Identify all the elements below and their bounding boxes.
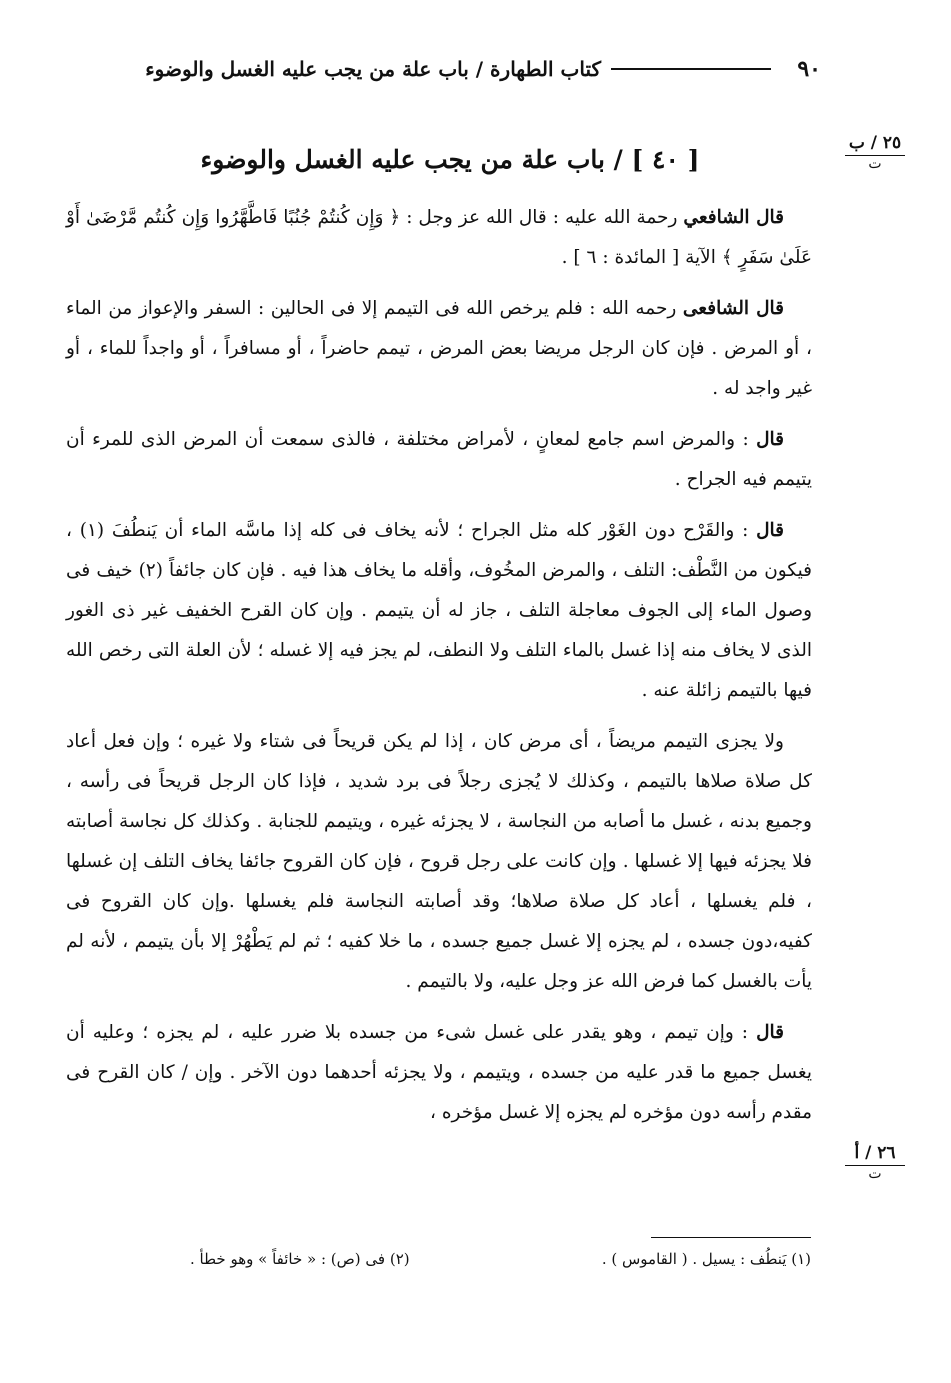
margin-note-siglum: ت [868,1166,882,1182]
paragraph [66,420,812,500]
paragraph [66,289,812,409]
speaker: قال الشافعي [683,207,784,228]
main-text [66,198,812,1144]
margin-note [845,133,905,172]
paragraph-text: : وإن تيمم ، وهو يقدر على غسل شىء من جسده بلا ضرر عليه ، لم يجزه ؛ وعليه أن يغسل جميع ما قدر عليه من جسده ، ويتيمم ، ولا يجزئه أحدهما دون الآخر . وإن / كان القرح فى مقدم رأسه دون مؤخره لم يجزه إلا غسل مؤخره ، [66,1022,812,1123]
page-number: ٩٠ [797,56,821,82]
running-title: كتاب الطهارة / باب علة من يجب عليه الغسل والوضوء [145,57,601,81]
speaker: قال [756,429,784,450]
paragraph [66,1013,812,1133]
paragraph [66,722,812,1002]
footnote: (٢) فى (ص) : « خائفاً » وهو خطأ . [190,1250,410,1268]
paragraph-text: : والقَرْح دون الغَوْر كله مثل الجراح ؛ لأنه يخاف فى كله إذا ماسَّه الماء أن يَنطُفَ (١) ، فيكون من النَّطْف: التلف ، والمرض المخُوف، وأقله ما يخاف هذا فيه . فإن كان جائفاً (٢) خيف فى وصول الماء إلى الجوف معاجلة التلف ، جاز له أن يتيمم . وإن كان القرح الخفيف غير ذى الغور الذى لا يخاف منه إذا غسل بالماء التلف ولا النطف، لم يجز فيه إلا غسله ؛ لأن العلة التى رخص الله فيها بالتيمم زائلة عنه . [66,520,812,701]
header-rule [611,68,771,70]
paragraph-text: رحمة الله عليه : قال الله عز وجل : ﴿ وَإِن كُنتُمْ جُنُبًا فَاطَّهَّرُوا وَإِن كُنتُم مَّرْضَىٰ أَوْ عَلَىٰ سَفَرٍ ﴾ الآية [ المائدة : ٦ ] . [66,207,812,268]
speaker: قال الشافعى [682,298,784,319]
paragraph-text: ولا يجزى التيمم مريضاً ، أى مرض كان ، إذا لم يكن قريحاً فى شتاء ولا غيره ؛ وإن فعل أعاد كل صلاة صلاها بالتيمم ، وكذلك لا يُجزى رجلاً فى برد شديد ، فإذا كان الرجل قريحاً فى رأسه ، وجميع بدنه ، غسل ما أصابه من النجاسة ، لا يجزئه غيره ، ويتيمم للجنابة . وكذلك كل نجاسة أصابته فلا يجزئه فيها إلا غسلها . وإن كانت على رجل قروح ، فإن كان القروح جائفا يخاف التلف إن غسلها ، فلم يغسلها ، أعاد كل صلاة صلاها؛ وقد أصابته النجاسة فلم يغسلها .وإن كان القروح فى كفيه،دون جسده ، لم يجزه إلا غسل جميع جسده ، ما خلا كفيه ؛ ثم لم يَطْهُرْ إلا بأن يتيمم ، لأنه لم يأت بالغسل كما فرض الله عز وجل عليه، ولا بالتيمم . [66,731,812,992]
page-header [70,52,821,86]
paragraph-text: رحمه الله : فلم يرخص الله فى التيمم إلا فى الحالين : السفر والإعواز من الماء ، أو المرض . فإن كان الرجل مريضا بعض المرض ، تيمم حاضراً ، أو مسافراً ، أو واجداً للماء ، أو غير واجد له . [66,298,812,399]
margin-note-siglum: ت [868,156,882,172]
speaker: قال [756,520,784,541]
margin-note-folio: ٢٥ / ب [845,133,905,156]
paragraph-text: : والمرض اسم جامع لمعانٍ ، لأمراض مختلفة ، فالذى سمعت أن المرض الذى للمرء أن يتيمم فيه الجراح . [66,429,812,490]
margin-note [845,1143,905,1182]
footnote: (١) يَنطُف : يسيل . ( القاموس ) . [601,1250,811,1268]
speaker: قال [756,1022,784,1043]
chapter-title: [ ٤٠ ] / باب علة من يجب عليه الغسل والوضوء [200,145,700,174]
footnote-rule [651,1237,811,1238]
margin-note-folio: ٢٦ / أ [845,1143,905,1166]
paragraph [66,511,812,711]
paragraph [66,198,812,278]
